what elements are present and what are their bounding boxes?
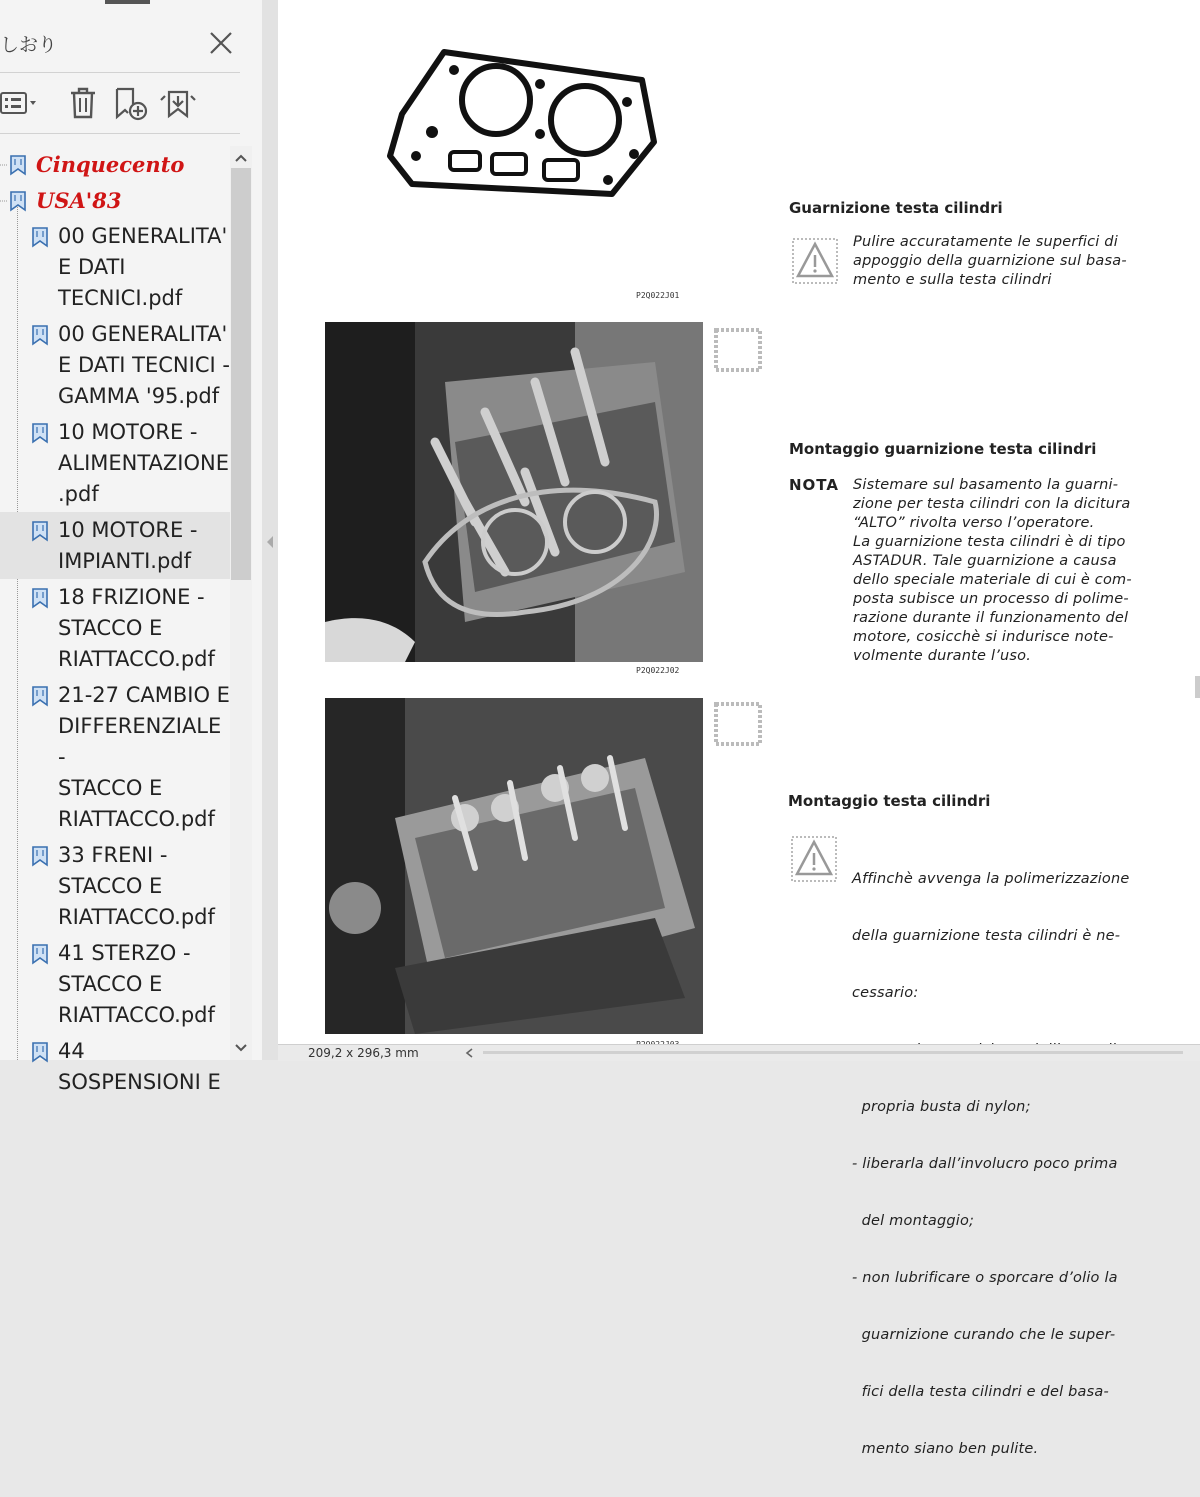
bookmark-label: IMPIANTI.pdf	[58, 549, 191, 573]
bookmark-icon	[30, 324, 50, 346]
section-heading: Guarnizione testa cilindri	[789, 199, 1003, 217]
bookmark-icon	[30, 1041, 50, 1063]
scrollbar-thumb[interactable]	[231, 168, 251, 580]
bookmark-label: E DATI TECNICI -	[58, 353, 230, 377]
bookmark-label: 44	[58, 1039, 85, 1063]
section-body: Pulire accuratamente le superfici di appoggio della guarnizione sul basa- mento e sulla testa cilindri	[853, 234, 1127, 288]
bookmark-item[interactable]	[0, 935, 232, 1033]
bookmark-add-icon	[111, 86, 149, 120]
bookmark-label: STACCO E	[58, 616, 163, 640]
bookmark-item[interactable]	[0, 579, 232, 677]
note-label: NOTA	[789, 476, 839, 494]
page-scroll-indicator[interactable]	[1195, 676, 1200, 698]
bookmark-label: .pdf	[58, 482, 99, 506]
find-bookmark-button[interactable]	[156, 84, 200, 122]
bookmark-icon	[30, 422, 50, 444]
bookmark-label: SOSPENSIONI E	[58, 1070, 221, 1094]
bookmark-icon	[30, 587, 50, 609]
scroll-down-icon[interactable]	[230, 1038, 252, 1058]
collapse-arrow-icon[interactable]	[262, 532, 278, 552]
bookmark-icon	[30, 520, 50, 542]
figure-caption: P2Q022J02	[636, 666, 680, 675]
bookmark-label: TECNICI.pdf	[58, 286, 183, 310]
bookmark-icon	[30, 845, 50, 867]
bookmark-label: 00 GENERALITA'	[58, 322, 228, 346]
bookmark-tree	[0, 146, 232, 1100]
bookmark-item[interactable]	[0, 837, 232, 935]
bookmark-label: 41 STERZO -	[58, 941, 191, 965]
bookmark-label: STACCO E	[58, 874, 163, 898]
section-body: Affinchè avvenga la polimerizzazione della guarnizione testa cilindri è ne- cessario: propria busta di nylon; - liberarla dall’involucro poco prima del montaggio; - non lubrificare o sporcare d’olio la guarnizione curando che le super- fici della testa cilindri e del basa- mento siano ben pulite.	[852, 871, 1130, 1457]
close-icon	[206, 28, 236, 58]
bookmark-label: 21-27 CAMBIO E	[58, 683, 230, 707]
bookmark-icon	[30, 226, 50, 248]
bookmark-root-item[interactable]	[0, 182, 232, 218]
figure-marker-icon	[714, 328, 762, 372]
bookmark-label: E DATI	[58, 255, 126, 279]
section-heading: Montaggio testa cilindri	[788, 792, 991, 810]
bookmark-item[interactable]	[0, 414, 232, 512]
divider	[0, 133, 240, 134]
scroll-left-icon[interactable]	[464, 1047, 476, 1059]
section-body: Sistemare sul basamento la guarni- zione per testa cilindri con la dicitura “ALTO” rivolta verso l’operatore. La guarnizione testa cilindri è di tipo ASTADUR. Tale guarnizione a causa dello speciale materiale di cui è com- posta subisce un processo di polime- razione durante il funzionamento del motore, cosicchè si indurisce note- volmente durante l’uso.	[853, 477, 1132, 664]
horizontal-scrollbar[interactable]	[483, 1051, 1183, 1054]
scroll-up-icon[interactable]	[230, 148, 252, 168]
new-bookmark-button[interactable]	[110, 84, 150, 122]
panel-tab-indicator	[105, 0, 150, 4]
bookmark-find-icon	[157, 86, 199, 120]
delete-bookmark-button[interactable]	[64, 84, 102, 122]
figure-caption: P2Q022J01	[636, 291, 680, 300]
bookmark-label: GAMMA '95.pdf	[58, 384, 220, 408]
bookmark-label: RIATTACCO.pdf	[58, 1003, 215, 1027]
gasket-drawing	[372, 44, 662, 204]
warning-icon	[791, 836, 837, 882]
bookmark-label: STACCO E	[58, 776, 163, 800]
cylinder-head-photo	[325, 698, 703, 1034]
gasket-installation-photo	[325, 322, 703, 662]
page-size-label: 209,2 x 296,3 mm	[308, 1046, 419, 1060]
bookmark-label: 10 MOTORE -	[58, 420, 198, 444]
bookmarks-panel	[0, 0, 262, 1094]
figure-marker-icon	[714, 702, 762, 746]
bookmark-label: 18 FRIZIONE -	[58, 585, 205, 609]
panel-splitter[interactable]	[262, 0, 278, 1060]
bookmark-item[interactable]	[0, 512, 232, 579]
bookmark-label: 00 GENERALITA'	[58, 224, 228, 248]
bookmark-label: 10 MOTORE -	[58, 518, 198, 542]
panel-title: しおり	[0, 34, 58, 56]
bookmark-label: 33 FRENI -	[58, 843, 168, 867]
bookmark-label: ALIMENTAZIONE	[58, 451, 230, 475]
bookmark-label: USA'83	[36, 188, 122, 213]
bookmark-icon	[8, 190, 28, 212]
bookmark-options-button[interactable]	[0, 84, 44, 122]
bookmark-label: RIATTACCO.pdf	[58, 807, 215, 831]
bookmark-icon	[8, 154, 28, 176]
bookmark-item[interactable]	[0, 1033, 232, 1100]
bookmark-label: RIATTACCO.pdf	[58, 905, 215, 929]
section-heading: Montaggio guarnizione testa cilindri	[789, 440, 1097, 458]
bookmark-icon	[30, 685, 50, 707]
bookmark-item[interactable]	[0, 316, 232, 414]
bookmark-label: Cinquecento	[36, 152, 185, 177]
trash-icon	[67, 86, 99, 120]
list-options-icon	[0, 88, 44, 118]
status-bar	[278, 1044, 1200, 1061]
bookmark-icon	[30, 943, 50, 965]
bookmark-item[interactable]	[0, 218, 232, 316]
bookmark-label: STACCO E	[58, 972, 163, 996]
bookmark-label: RIATTACCO.pdf	[58, 647, 215, 671]
close-panel-button[interactable]	[206, 28, 236, 58]
bookmark-label: DIFFERENZIALE -	[58, 714, 222, 769]
bookmark-item[interactable]	[0, 677, 232, 837]
bookmark-root-item[interactable]	[0, 146, 232, 182]
divider	[0, 72, 240, 73]
warning-icon	[792, 238, 838, 284]
